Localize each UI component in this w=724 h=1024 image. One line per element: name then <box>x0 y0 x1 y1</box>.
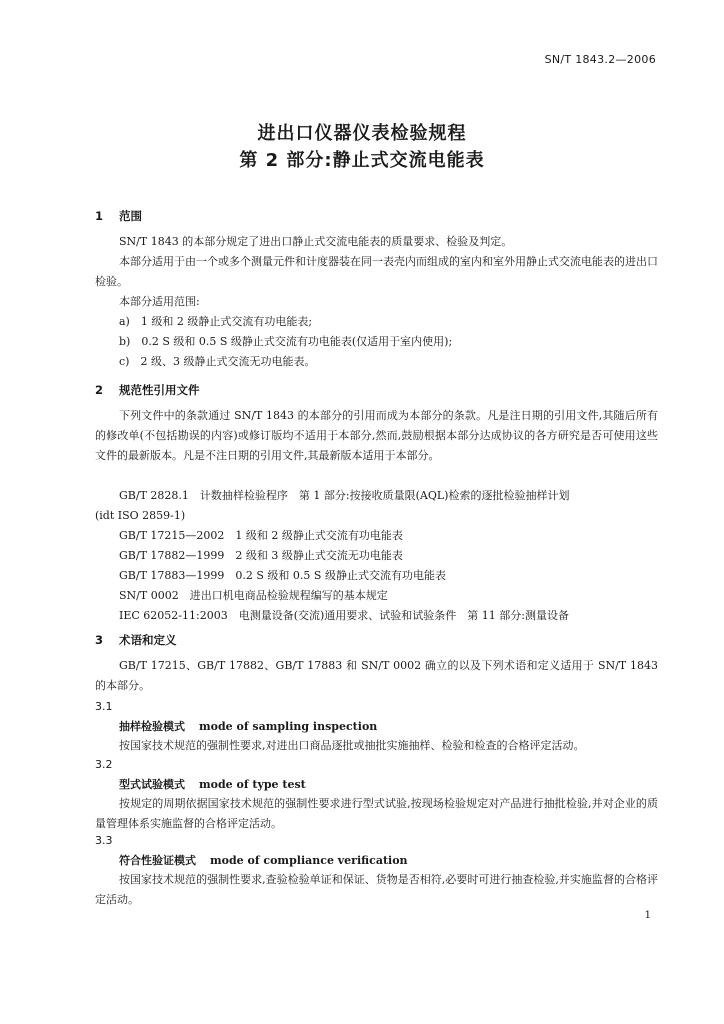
term-number: 3.1 <box>95 700 113 713</box>
section-title: 范围 <box>119 209 142 223</box>
term-english: mode of type test <box>199 778 306 791</box>
standard-code: SN/T 1843.2—2006 <box>544 53 656 66</box>
paragraph: 下列文件中的条款通过 SN/T 1843 的本部分的引用而成为本部分的条款。凡是注日期的引用文件,其随后所有的修改单(不包括勘误的内容)或修订版均不适用于本部分,然而,鼓励根据本部分达成协议的各方研究是否可使用这些文件的最新版本。凡是不注日期的引用文件,其最新版本适用于本部分。 <box>95 409 658 462</box>
section-number: 2 <box>95 383 104 397</box>
paragraph: 本部分适用于由一个或多个测量元件和计度器装在同一表壳内而组成的室内和室外用静止式交流电能表的进出口检验。 <box>95 255 658 288</box>
section-3-heading <box>95 632 177 648</box>
section-title: 规范性引用文件 <box>119 383 200 397</box>
document-title: 进出口仪器仪表检验规程 <box>257 123 467 144</box>
paragraph: SN/T 1843 的本部分规定了进出口静止式交流电能表的质量要求、检验及判定。 <box>119 235 513 248</box>
reference-item: SN/T 0002 进出口机电商品检验规程编写的基本规定 <box>119 589 388 602</box>
term-definition: 按规定的周期依据国家技术规范的强制性要求进行型式试验,按现场检验规定对产品进行抽批检验,并对企业的质量管理体系实施监督的合格评定活动。 <box>95 797 658 830</box>
list-item: c) 2 级、3 级静止式交流无功电能表。 <box>119 355 316 368</box>
term-number: 3.3 <box>95 834 113 847</box>
paragraph: GB/T 17215、GB/T 17882、GB/T 17883 和 SN/T 0002 确立的以及下列术语和定义适用于 SN/T 1843 的本部分。 <box>95 659 658 692</box>
term-chinese: 型式试验模式 <box>119 778 185 791</box>
reference-item: GB/T 17215—2002 1 级和 2 级静止式交流有功电能表 <box>119 529 403 542</box>
term-title <box>119 718 377 734</box>
list-item: b) 0.2 S 级和 0.5 S 级静止式交流有功电能表(仅适用于室内使用); <box>119 335 453 348</box>
term-chinese: 符合性验证模式 <box>119 854 196 867</box>
reference-item: (idt ISO 2859-1) <box>95 509 186 522</box>
term-number: 3.2 <box>95 758 113 771</box>
section-number: 1 <box>95 209 104 223</box>
term-title <box>119 776 306 792</box>
reference-item: GB/T 17882—1999 2 级和 3 级静止式交流无功电能表 <box>119 549 403 562</box>
section-number: 3 <box>95 633 104 647</box>
term-definition: 按国家技术规范的强制性要求,查验检验单证和保证、货物是否相符,必要时可进行抽查检验,并实施监督的合格评定活动。 <box>95 873 658 906</box>
reference-item: IEC 62052-11:2003 电测量设备(交流)通用要求、试验和试验条件 第 11 部分:测量设备 <box>119 609 569 622</box>
section-1-heading <box>95 208 142 224</box>
section-2-heading <box>95 382 200 398</box>
term-chinese: 抽样检验模式 <box>119 720 185 733</box>
section-title: 术语和定义 <box>119 633 177 647</box>
page-number: 1 <box>644 910 651 921</box>
term-definition: 按国家技术规范的强制性要求,对进出口商品逐批或抽批实施抽样、检验和检查的合格评定活动。 <box>119 739 585 752</box>
document-subtitle: 第 2 部分:静止式交流电能表 <box>239 150 485 171</box>
term-english: mode of sampling inspection <box>199 720 378 733</box>
paragraph: 本部分适用范围: <box>119 295 200 308</box>
reference-item: GB/T 2828.1 计数抽样检验程序 第 1 部分:按接收质量限(AQL)检索的逐批检验抽样计划 <box>119 489 570 502</box>
term-title <box>119 852 408 868</box>
term-english: mode of compliance verification <box>210 854 408 867</box>
reference-item: GB/T 17883—1999 0.2 S 级和 0.5 S 级静止式交流有功电能表 <box>119 569 446 582</box>
list-item: a) 1 级和 2 级静止式交流有功电能表; <box>119 315 313 328</box>
